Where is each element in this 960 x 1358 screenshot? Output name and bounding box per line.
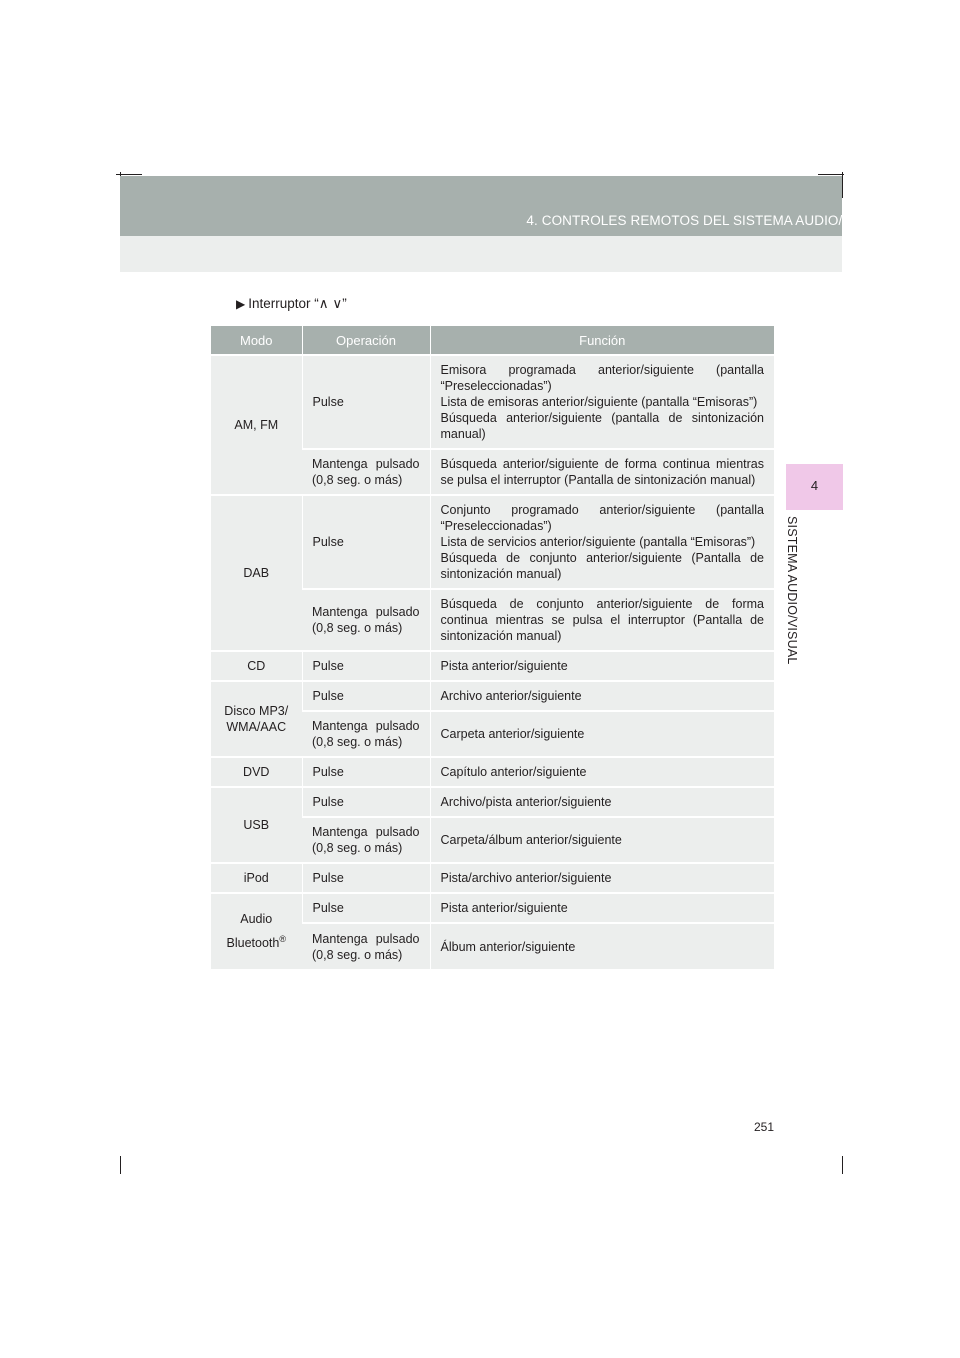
mode-line <box>215 929 298 953</box>
table-row <box>211 651 774 681</box>
operation-cell: Pulse <box>302 495 430 589</box>
mode-cell: USB <box>211 787 302 863</box>
operation-cell: Pulse <box>302 651 430 681</box>
function-cell: Búsqueda de conjunto anterior/siguiente de forma continua mientras se pulsa el interruptor (Pantalla de sintonización manual) <box>430 589 774 651</box>
function-cell: Carpeta anterior/siguiente <box>430 711 774 757</box>
mode-cell: CD <box>211 651 302 681</box>
operation-cell: Mantenga pulsado (0,8 seg. o más) <box>302 923 430 969</box>
function-cell: Pista anterior/siguiente <box>430 893 774 923</box>
operation-cell: Mantenga pulsado (0,8 seg. o más) <box>302 449 430 495</box>
section-heading <box>236 296 347 312</box>
table-row <box>211 495 774 589</box>
crop-mark <box>818 174 844 175</box>
function-line: Búsqueda de conjunto anterior/siguiente (Pantalla de sintonización manual) <box>440 551 764 581</box>
mode-cell: DVD <box>211 757 302 787</box>
mode-bluetooth-text: Bluetooth <box>226 936 280 951</box>
registered-mark: ® <box>279 934 286 945</box>
function-line: Conjunto programado anterior/siguiente (pantalla “Preseleccionadas”) <box>440 503 764 533</box>
function-line: Lista de servicios anterior/siguiente (pantalla “Emisoras”) <box>440 535 756 549</box>
triangle-bullet-icon: ▶ <box>236 297 246 311</box>
page-number: 251 <box>754 1120 775 1134</box>
function-cell: Archivo anterior/siguiente <box>430 681 774 711</box>
mode-cell: iPod <box>211 863 302 893</box>
section-heading-text: Interruptor “∧ ∨” <box>248 296 347 311</box>
table-header-row <box>211 326 774 355</box>
function-cell: Búsqueda anterior/siguiente de forma continua mientras se pulsa el interruptor (Pantalla de sintonización manual) <box>430 449 774 495</box>
mode-line: Audio <box>240 912 273 927</box>
function-cell: Pista/archivo anterior/siguiente <box>430 863 774 893</box>
mode-cell <box>211 893 302 969</box>
mode-cell: AM, FM <box>211 355 302 495</box>
operation-cell: Mantenga pulsado (0,8 seg. o más) <box>302 589 430 651</box>
operation-cell: Pulse <box>302 355 430 449</box>
header-subband <box>120 236 842 272</box>
chapter-side-label <box>786 516 811 676</box>
table-row <box>211 681 774 711</box>
table-row <box>211 757 774 787</box>
function-line: Emisora programada anterior/siguiente (pantalla “Preseleccionadas”) <box>440 363 764 393</box>
function-cell: Archivo/pista anterior/siguiente <box>430 787 774 817</box>
column-header-mode: Modo <box>211 326 302 355</box>
function-cell: Carpeta/álbum anterior/siguiente <box>430 817 774 863</box>
function-cell: Álbum anterior/siguiente <box>430 923 774 969</box>
operation-cell: Mantenga pulsado (0,8 seg. o más) <box>302 711 430 757</box>
crop-mark <box>842 1156 843 1174</box>
function-line: Búsqueda anterior/siguiente (pantalla de sintonización manual) <box>440 411 764 441</box>
chapter-tab-number: 4 <box>810 478 819 493</box>
operation-cell: Pulse <box>302 681 430 711</box>
chapter-tab[interactable] <box>786 464 843 510</box>
column-header-operation: Operación <box>302 326 430 355</box>
table-row <box>211 355 774 449</box>
operations-table <box>211 326 774 969</box>
crop-mark <box>120 1156 121 1174</box>
chapter-title: 4. CONTROLES REMOTOS DEL SISTEMA AUDIO/VISUAL <box>526 213 891 228</box>
chapter-side-label-text: SISTEMA AUDIO/VISUAL <box>785 516 799 665</box>
function-cell <box>430 495 774 589</box>
operation-cell: Pulse <box>302 863 430 893</box>
mode-cell: DAB <box>211 495 302 651</box>
operation-cell: Mantenga pulsado (0,8 seg. o más) <box>302 817 430 863</box>
function-cell: Capítulo anterior/siguiente <box>430 757 774 787</box>
function-line: Lista de emisoras anterior/siguiente (pantalla “Emisoras”) <box>440 395 758 409</box>
operation-cell: Pulse <box>302 893 430 923</box>
operation-cell: Pulse <box>302 787 430 817</box>
column-header-function: Función <box>430 326 774 355</box>
table-row <box>211 863 774 893</box>
function-cell: Pista anterior/siguiente <box>430 651 774 681</box>
function-cell <box>430 355 774 449</box>
table-row <box>211 787 774 817</box>
table-row <box>211 893 774 923</box>
mode-cell: Disco MP3/ WMA/AAC <box>211 681 302 757</box>
crop-mark <box>842 172 843 198</box>
operation-cell: Pulse <box>302 757 430 787</box>
